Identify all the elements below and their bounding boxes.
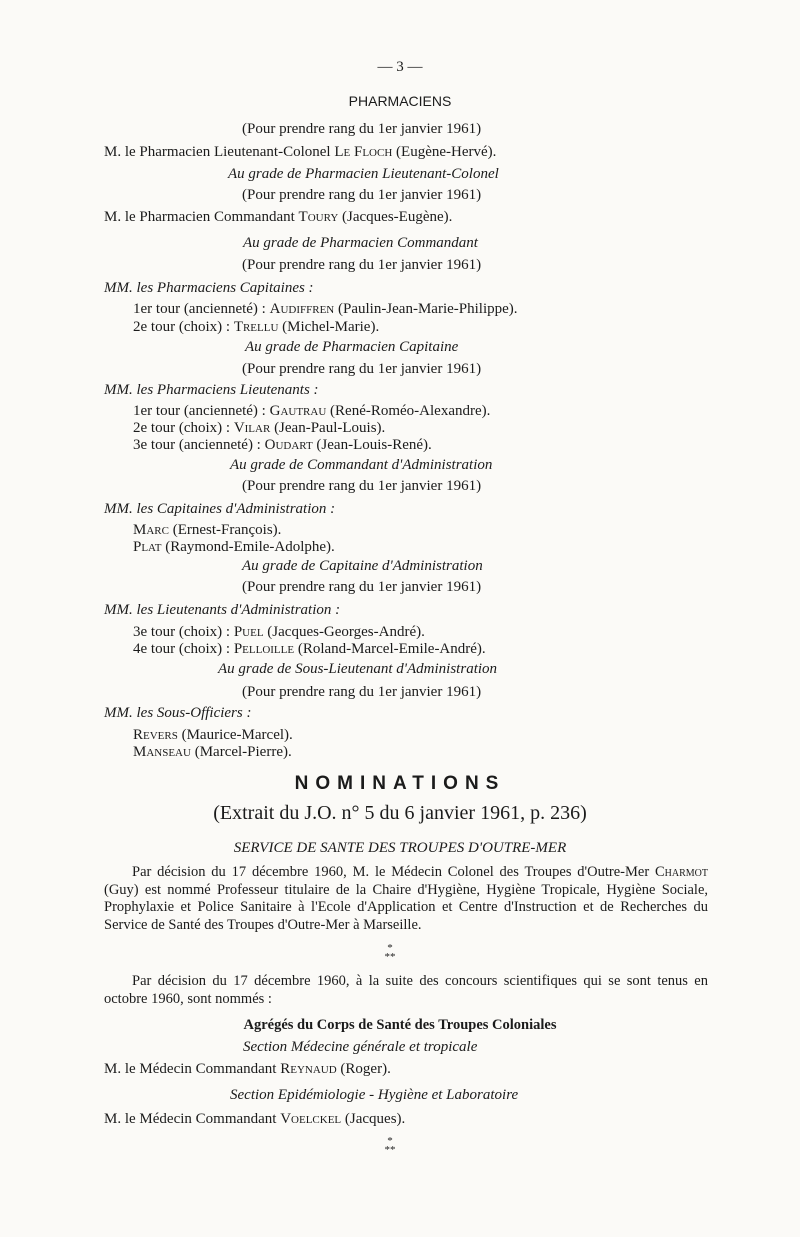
decision-text: (Guy) est nommé Professeur titulaire de la Chaire d'Hygiène, Hygiène Tropicale, Hygiène Sociale, Prophylaxie et Police Sanitaire à l'Ecole d'Application et Centre d'Instruction et de Recherches du Service de Santé des Troupes d'Outre-Mer à Marseille.: [104, 881, 708, 933]
appointee-line: [104, 143, 496, 161]
decision-paragraph: [104, 864, 708, 934]
grade-heading: Au grade de Pharmacien Capitaine: [245, 339, 459, 355]
tour-label: 1er tour (ancienneté) :: [133, 403, 270, 419]
appointee-title: M. le Pharmacien Lieutenant-Colonel: [104, 144, 335, 160]
journal-extract: (Extrait du J.O. n° 5 du 6 janvier 1961, p. 236): [213, 802, 587, 824]
appointee-forenames: (Jacques-Eugène).: [338, 209, 453, 225]
rank-date: (Pour prendre rang du 1er janvier 1961): [242, 579, 482, 595]
grade-heading: Au grade de Pharmacien Lieutenant-Colonel: [228, 166, 499, 182]
forenames: (Paulin-Jean-Marie-Philippe).: [334, 301, 518, 317]
tour-label: 2e tour (choix) :: [133, 319, 234, 335]
separator-stars: [375, 1137, 405, 1155]
page-number: — 3 —: [377, 59, 423, 75]
group-heading: MM. les Sous-Officiers :: [104, 705, 252, 721]
forenames: (Roland-Marcel-Emile-André).: [294, 641, 486, 657]
group-heading: MM. les Pharmaciens Lieutenants :: [104, 382, 319, 398]
tour-label: 1er tour (ancienneté) :: [133, 301, 270, 317]
tour-label: 4e tour (choix) :: [133, 641, 234, 657]
separator-stars: [375, 944, 405, 962]
decision-text: Par décision du 17 décembre 1960, à la suite des concours scientifiques qui se sont tenus en octobre 1960, sont nommés :: [104, 973, 708, 1007]
forenames: (Jean-Louis-René).: [312, 437, 432, 453]
star-top: *: [387, 1135, 393, 1147]
appointee-surname: Voelckel: [280, 1111, 342, 1127]
forenames: (René-Roméo-Alexandre).: [326, 403, 491, 419]
surname: Trellu: [233, 319, 279, 335]
appointee-line: [104, 1060, 391, 1078]
appointee-title: M. le Pharmacien Commandant: [104, 209, 299, 225]
rank-date: (Pour prendre rang du 1er janvier 1961): [242, 187, 482, 203]
forenames: (Raymond-Emile-Adolphe).: [161, 539, 335, 555]
forenames: (Michel-Marie).: [278, 319, 380, 335]
surname: Vilar: [233, 420, 271, 436]
star-bottom: **: [384, 951, 396, 963]
surname: Marc: [133, 522, 169, 538]
list-item: [133, 402, 490, 420]
group-heading: MM. les Capitaines d'Administration :: [104, 501, 336, 517]
decision-text: Par décision du 17 décembre 1960, M. le Médecin Colonel des Troupes d'Outre-Mer: [132, 864, 655, 880]
list-item: [133, 521, 281, 539]
grade-heading: Au grade de Sous-Lieutenant d'Administration: [218, 661, 498, 677]
appointee-surname: Reynaud: [280, 1061, 337, 1077]
surname: Charmot: [654, 864, 708, 880]
group-heading: MM. les Lieutenants d'Administration :: [104, 602, 341, 618]
section-heading: Section Epidémiologie - Hygiène et Laboratoire: [230, 1087, 519, 1103]
surname: Gautrau: [269, 403, 327, 419]
agreges-heading: Agrégés du Corps de Santé des Troupes Coloniales: [243, 1017, 557, 1033]
surname: Oudart: [264, 437, 313, 453]
forenames: (Ernest-François).: [168, 522, 282, 538]
appointee-line: [104, 1110, 405, 1128]
appointee-surname: Toury: [298, 209, 339, 225]
surname: Audiffren: [269, 301, 335, 317]
appointee-forenames: (Eugène-Hervé).: [392, 144, 497, 160]
grade-heading: Au grade de Commandant d'Administration: [230, 457, 493, 473]
list-item: [133, 538, 335, 556]
rank-date: (Pour prendre rang du 1er janvier 1961): [242, 257, 482, 273]
grade-heading: Au grade de Pharmacien Commandant: [243, 235, 478, 251]
forenames: (Jean-Paul-Louis).: [270, 420, 386, 436]
appointee-title: M. le Médecin Commandant: [104, 1111, 281, 1127]
appointee-line: [104, 208, 452, 226]
list-item: [133, 640, 486, 658]
star-bottom: **: [384, 1144, 396, 1156]
forenames: (Maurice-Marcel).: [177, 727, 293, 743]
rank-date: (Pour prendre rang du 1er janvier 1961): [242, 121, 482, 137]
list-item: [133, 743, 292, 761]
appointee-forenames: (Jacques).: [341, 1111, 406, 1127]
surname: Manseau: [133, 744, 191, 760]
section-heading: Section Médecine générale et tropicale: [243, 1039, 478, 1055]
list-item: [133, 726, 293, 744]
nominations-title: NOMINATIONS: [294, 773, 506, 794]
tour-label: 3e tour (ancienneté) :: [133, 437, 265, 453]
surname: Revers: [133, 727, 178, 743]
surname: Pelloille: [233, 641, 295, 657]
appointee-title: M. le Médecin Commandant: [104, 1061, 281, 1077]
surname: Plat: [133, 539, 162, 555]
list-item: [133, 318, 379, 336]
rank-date: (Pour prendre rang du 1er janvier 1961): [242, 478, 482, 494]
group-heading: MM. les Pharmaciens Capitaines :: [104, 280, 314, 296]
rank-date: (Pour prendre rang du 1er janvier 1961): [242, 684, 482, 700]
service-heading: SERVICE DE SANTE DES TROUPES D'OUTRE-MER: [233, 840, 567, 856]
section-title: PHARMACIENS: [348, 93, 452, 109]
list-item: [133, 419, 385, 437]
list-item: [133, 300, 518, 318]
grade-heading: Au grade de Capitaine d'Administration: [242, 558, 483, 574]
forenames: (Marcel-Pierre).: [190, 744, 292, 760]
surname: Puel: [233, 624, 264, 640]
list-item: [133, 436, 432, 454]
forenames: (Jacques-Georges-André).: [263, 624, 425, 640]
tour-label: 2e tour (choix) :: [133, 420, 234, 436]
appointee-surname: Le Floch: [334, 144, 393, 160]
tour-label: 3e tour (choix) :: [133, 624, 234, 640]
star-top: *: [387, 942, 393, 954]
appointee-forenames: (Roger).: [336, 1061, 391, 1077]
decision-paragraph: [104, 973, 708, 1008]
rank-date: (Pour prendre rang du 1er janvier 1961): [242, 361, 482, 377]
list-item: [133, 623, 425, 641]
